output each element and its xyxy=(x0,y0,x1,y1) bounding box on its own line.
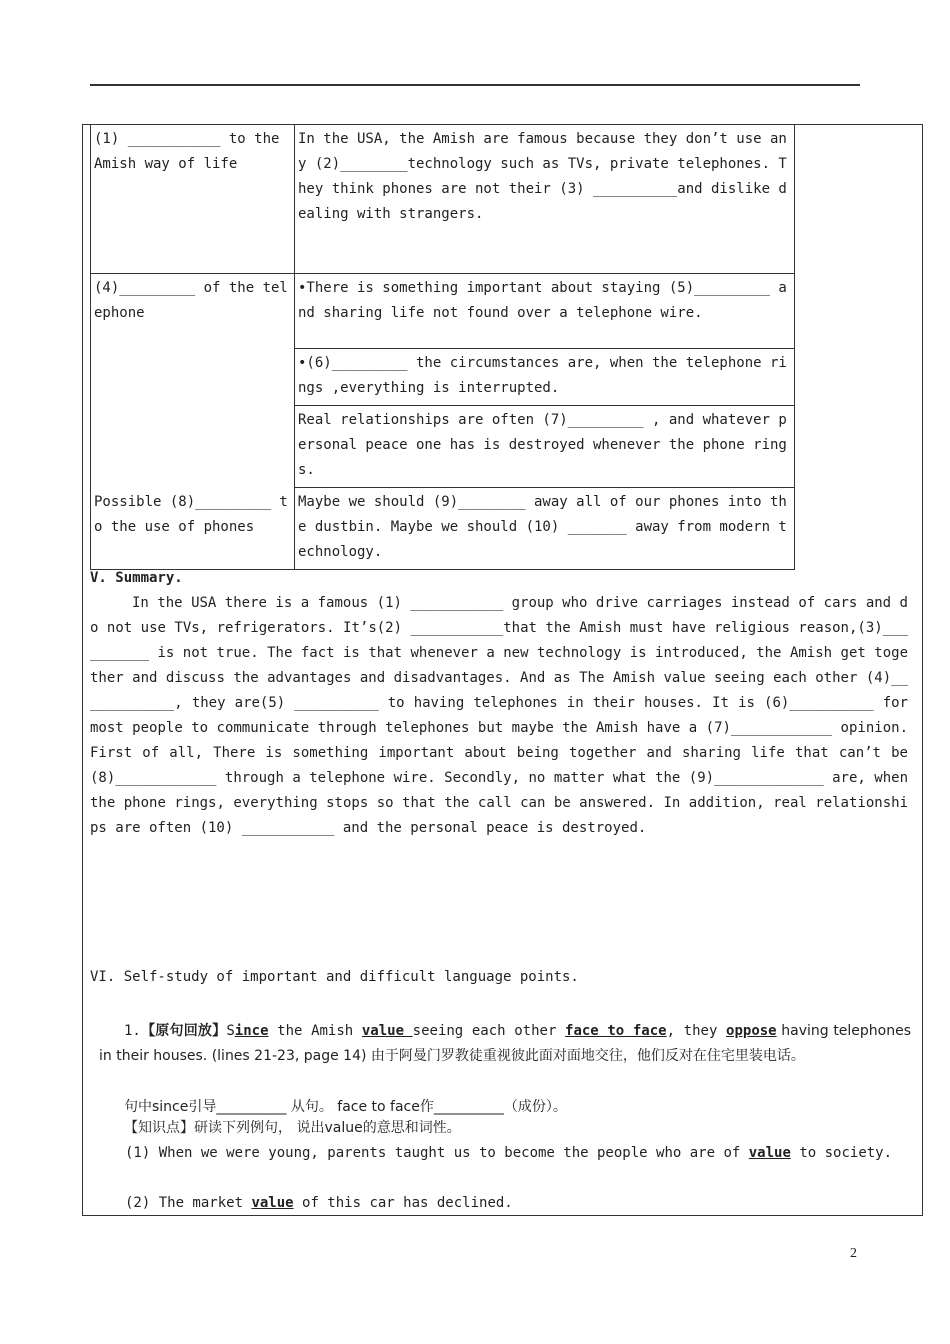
knowledge-point: 【知识点】研读下列例句， 说出value的意思和词性。 xyxy=(124,1120,461,1136)
value-keyword: value xyxy=(361,1023,413,1039)
example-text: to society. xyxy=(790,1145,893,1161)
example-text: (1) When we were young, parents taught us to become the people who are of xyxy=(125,1145,749,1161)
table-cell-r2-left: (4)_________ of the telephone xyxy=(91,274,295,488)
example-1 xyxy=(90,1141,908,1166)
table-cell-r2-right-b: •(6)_________ the circumstances are, when the telephone rings ,everything is interrupted. xyxy=(295,349,795,406)
selfstudy-item-1 xyxy=(99,1019,911,1069)
value-keyword: value xyxy=(251,1195,294,1211)
sentence-part: , they xyxy=(666,1023,727,1039)
table-cell-r3-right: Maybe we should (9)________ away all of our phones into the dustbin. Maybe we should (10) _______ away from modern technology. xyxy=(295,488,795,570)
table-cell-r1-left: (1) ___________ to the Amish way of life xyxy=(91,125,295,274)
table-cell-r2-right-a: •There is something important about staying (5)_________ and sharing life not found over a telephone wire. xyxy=(295,274,795,349)
table-cell-r2-right-c: Real relationships are often (7)_________ , and whatever personal peace one has is destroyed whenever the phone rings. xyxy=(295,406,795,488)
page-number: 2 xyxy=(850,1246,857,1261)
example-text: (2) The market xyxy=(125,1195,252,1211)
original-sentence-tag: 【原句回放】 xyxy=(140,1023,227,1039)
sentence-part: the Amish xyxy=(268,1023,362,1039)
header-rule xyxy=(90,84,860,86)
face-to-face-keyword: face to face xyxy=(565,1023,667,1039)
example-2 xyxy=(90,1191,908,1216)
since-keyword: ince xyxy=(234,1023,269,1039)
summary-section xyxy=(90,566,908,841)
item-number: 1. xyxy=(124,1023,141,1039)
selfstudy-heading: VI. Self-study of important and difficult language points. xyxy=(90,969,579,985)
summary-heading: V. Summary. xyxy=(90,570,183,586)
sentence-part: having telephones in their houses. (lines 21-23, page 14) 由于阿曼门罗教徒重视彼此面对面地交往，他们反对在住宅里装电话。 xyxy=(99,1023,912,1064)
oppose-keyword: oppose xyxy=(726,1023,777,1039)
example-text: of this car has declined. xyxy=(293,1195,513,1211)
summary-body: In the USA there is a famous (1) ___________ group who drive carriages instead of cars and do not use TVs, refrigerators. It’s(2) ___________that the Amish must have religious reason,(3)__________ is not true. The fact is that whenever a new technology is introduced, the Amish get together and discuss the advantages and disadvantages. And as The Amish value seeing each other (4)____________, they are(5) __________ to having telephones in their houses. It is (6)__________ for most people to communicate through telephones but maybe the Amish have a (7)____________ opinion. First of all, There is something important about being together and sharing life that can’t be (8)____________ through a telephone wire. Secondly, no matter what the (9)_____________ are, when the phone rings, everything stops so that the call can be answered. In addition, real relationships are often (10) ___________ and the personal peace is destroyed. xyxy=(90,595,908,836)
since-first-letter: S xyxy=(226,1023,235,1039)
sentence-part: seeing each other xyxy=(412,1023,566,1039)
question-since-clause: 句中since引导__________ 从句。 face to face作__________（成份）。 xyxy=(124,1099,567,1115)
value-keyword: value xyxy=(748,1145,791,1161)
table-cell-r3-left: Possible (8)_________ to the use of phones xyxy=(91,488,295,570)
table-cell-r1-right: In the USA, the Amish are famous because they don’t use any (2)________technology such as TVs, private telephones. They think phones are not their (3) __________and dislike dealing with strangers. xyxy=(295,125,795,274)
amish-table xyxy=(90,124,795,570)
